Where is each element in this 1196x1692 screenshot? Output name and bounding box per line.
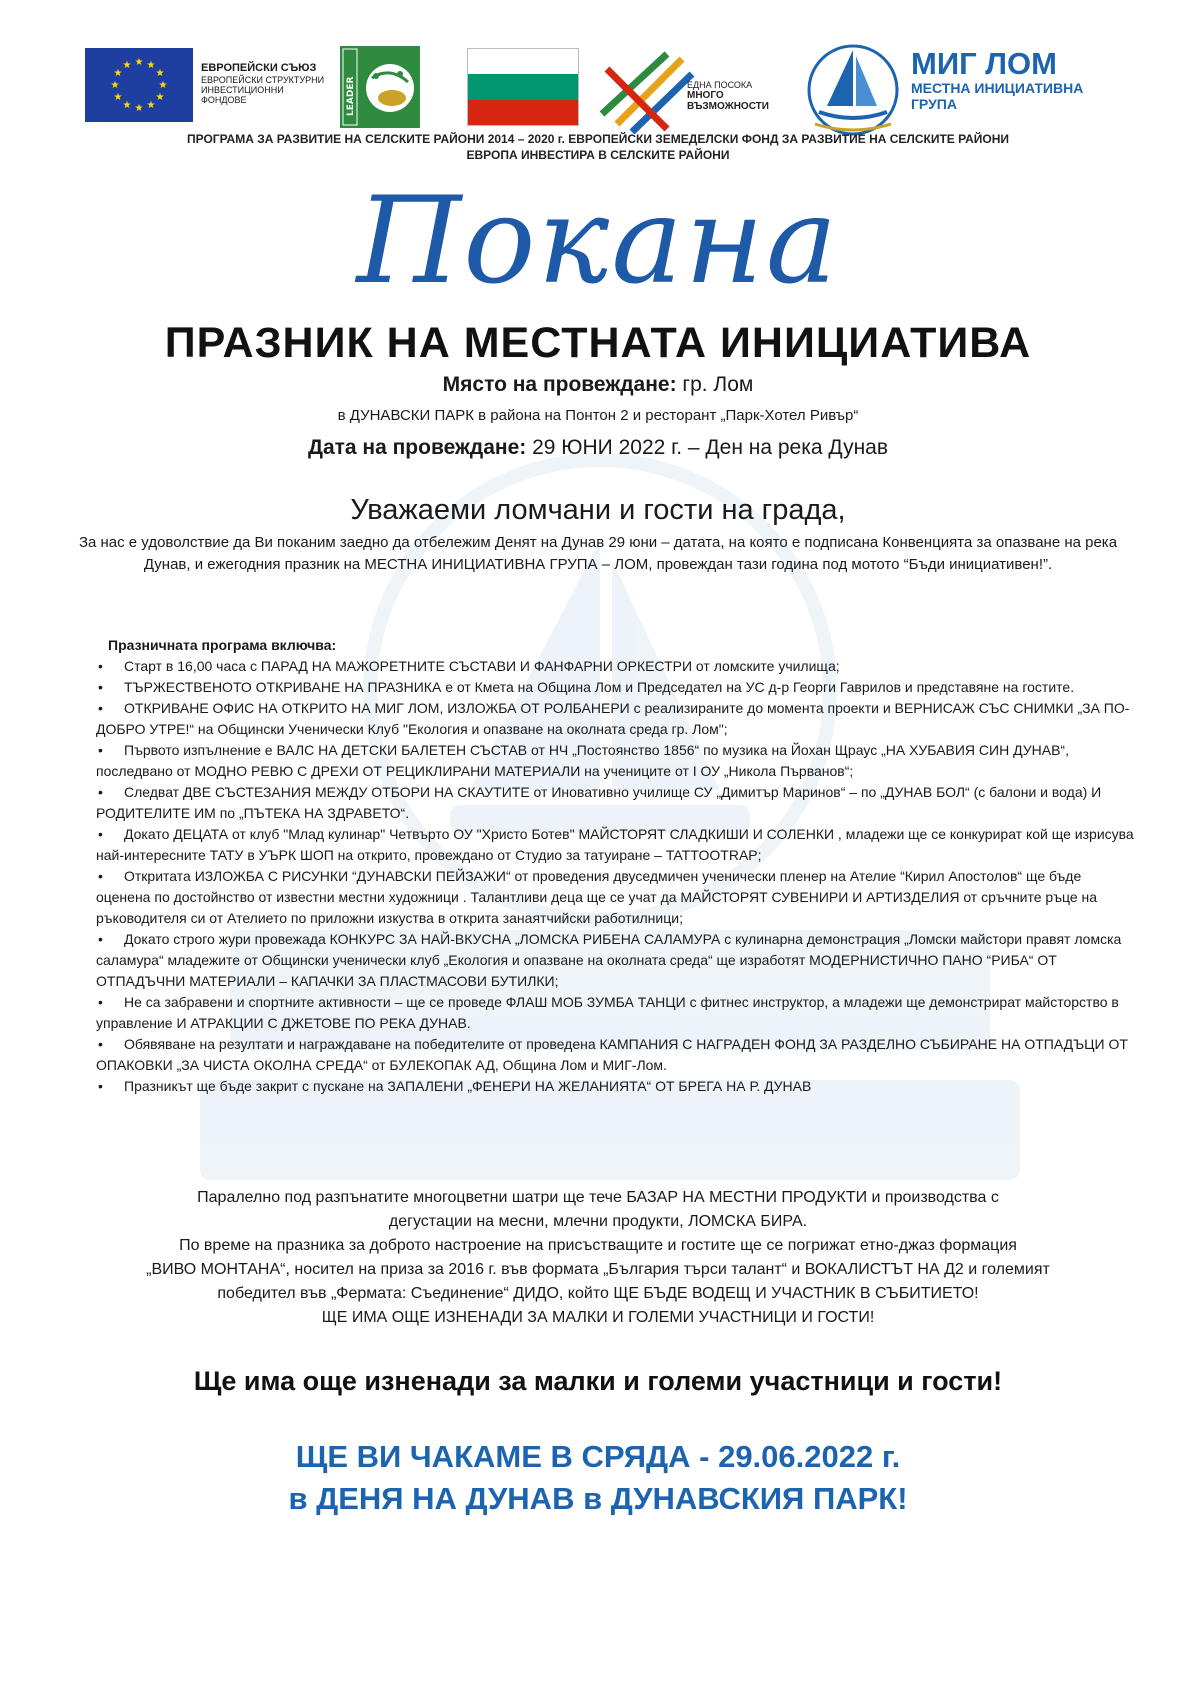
closing-line-1: ЩЕ ВИ ЧАКАМЕ В СРЯДА - 29.06.2022 г.	[295, 1439, 901, 1474]
program-banner	[60, 131, 1136, 163]
parallel-line: дегустации на месни, млечни продукти, ЛОМСКА БИРА.	[388, 1213, 808, 1230]
eu-logo-text	[201, 62, 341, 105]
program-item: • ТЪРЖЕСТВЕНОТО ОТКРИВАНЕ НА ПРАЗНИКА е от Кмета на Община Лом и Председател на УС д-р Георги Гаврилов и представяне на гостите.	[96, 677, 1136, 698]
mig-subtitle-1: МЕСТНА ИНИЦИАТИВНА	[911, 80, 1084, 96]
parallel-line: победител във „Фермата: Съединение“ ДИДО, който ЩЕ БЪДЕ ВОДЕЩ И УЧАСТНИК В СЪБИТИЕТО!	[217, 1285, 979, 1302]
svg-text:★: ★	[155, 92, 165, 103]
svg-text:★: ★	[122, 60, 132, 71]
mig-lom-subtitle	[911, 80, 1171, 112]
program-item: • Откритата ИЗЛОЖБА С РИСУНКИ “ДУНАВСКИ ПЕЙЗАЖИ“ от проведения двуседмичен ученически пленер на Ателие “Кирил Апостолов“ ще бъде оценена по достойнство от известни местни художници . Талантливи деца ще се учат да МАЙСТОРЯТ СУВЕНИРИ И АРТИЗДЕЛИЯ от сръчните ръце на ръководителя си от Ателието по приложни изкуства в открита занаятчийски работилници;	[96, 866, 1136, 929]
svg-text:★: ★	[146, 60, 156, 71]
greeting: Уважаеми ломчани и гости на града,	[350, 494, 846, 526]
program-item: • Старт в 16,00 часа с ПАРАД НА МАЖОРЕТНИТЕ СЪСТАВИ И ФАНФАРНИ ОРКЕСТРИ от ломските училища;	[96, 656, 1136, 677]
invitation-script-title: Покана	[356, 172, 840, 311]
eu-subtitle-2: ИНВЕСТИЦИОННИ	[201, 85, 284, 95]
svg-text:★: ★	[134, 57, 144, 68]
program-item: • Докато строго жури провежада КОНКУРС ЗА НАЙ-ВКУСНА „ЛОМСКА РИБЕНА САЛАМУРА с кулинарна демонстрация „Ломски майстори правят ломска саламура“ младежите от Общински ученически клуб „Екология и опазване на околната среда“ ще изработят МОДЕРНИСТИЧНО ПАНО “РИБА“ ОТ ОТПАДЪЧНИ МАТЕРИАЛИ – КАПАЧКИ ЗА ПЛАСТМАСОВИ БУТИЛКИ;	[96, 929, 1136, 992]
closing-callout	[0, 1436, 1196, 1520]
logos-row	[85, 40, 1175, 140]
parallel-line: Паралелно под разпънатите многоцветни шатри ще тече БАЗАР НА МЕСТНИ ПРОДУКТИ и производства с	[197, 1189, 999, 1206]
leader-label: LEADER	[346, 76, 356, 116]
closing-line-2: в ДЕНЯ НА ДУНАВ в ДУНАВСКИЯ ПАРК!	[288, 1481, 908, 1516]
mig-subtitle-2: ГРУПА	[911, 96, 957, 112]
leader-logo	[340, 46, 420, 128]
date-value: 29 ЮНИ 2022 г. – Ден на река Дунав	[526, 436, 888, 459]
parallel-line: „ВИВО МОНТАНА“, носител на приза за 2016 г. във формата „България търси талант“ и ВОКАЛИСТЪТ НА Д2 и големият	[146, 1261, 1050, 1278]
program-line-2: ЕВРОПА ИНВЕСТИРА В СЕЛСКИТЕ РАЙОНИ	[466, 148, 730, 162]
program-item: • Следват ДВЕ СЪСТЕЗАНИЯ МЕЖДУ ОТБОРИ НА СКАУТИТЕ от Иновативно училище СУ „Димитър Маринов“ – по „ДУНАВ БОЛ“ (с балони и вода) И РОДИТЕЛИТЕ ИМ по „ПЪТЕКА НА ЗДРАВЕТО“.	[96, 782, 1136, 824]
program-list	[96, 656, 1136, 1097]
venue-line	[0, 372, 1196, 398]
program-item: • Празникът ще бъде закрит с пускане на ЗАПАЛЕНИ „ФЕНЕРИ НА ЖЕЛАНИЯТА“ ОТ БРЕГА НА Р. ДУНАВ	[96, 1076, 1136, 1097]
bulgaria-flag-icon	[467, 48, 579, 126]
edna-posoka-text	[687, 80, 769, 112]
mig-lom-title: МИГ ЛОМ	[911, 46, 1057, 81]
eu-flag-icon	[85, 48, 193, 122]
svg-text:★: ★	[158, 80, 168, 91]
svg-text:★: ★	[122, 100, 132, 111]
svg-text:★: ★	[146, 100, 156, 111]
intro-paragraph: За нас е удоволствие да Ви поканим заедно да отбележим Денят на Дунав 29 юни – датата, на която е подписана Конвенцията за опазване на река Дунав, и ежегодния празник на МЕСТНА ИНИЦИАТИВНА ГРУПА – ЛОМ, провеждан тази година под мотото “Бъди инициативен!”.	[78, 534, 1118, 573]
date-line	[0, 434, 1196, 462]
surprise-callout: Ще има още изненади за малки и големи участници и гости!	[193, 1366, 1003, 1396]
svg-text:★: ★	[113, 92, 123, 103]
eu-subtitle-1: ЕВРОПЕЙСКИ СТРУКТУРНИ	[201, 75, 325, 85]
program-line-1: ПРОГРАМА ЗА РАЗВИТИЕ НА СЕЛСКИТЕ РАЙОНИ 2014 – 2020 г. ЕВРОПЕЙСКИ ЗЕМЕДЕЛСКИ ФОНД ЗА РАЗВИТИЕ НА СЕЛСКИТЕ РАЙОНИ	[187, 132, 1009, 146]
program-item: • Обявяване на резултати и награждаване на победителите от проведена КАМПАНИЯ С НАГРАДЕН ФОНД ЗА РАЗДЕЛНО СЪБИРАНЕ НА ОТПАДЪЦИ ОТ ОПАКОВКИ „ЗА ЧИСТА ОКОЛНА СРЕДА“ от БУЛЕКОПАК АД, Община Лом и МИГ-Лом.	[96, 1034, 1136, 1076]
program-item: • Докато ДЕЦАТА от клуб "Млад кулинар" Четвърто ОУ "Христо Ботев" МАЙСТОРЯТ СЛАДКИШИ И СОЛЕНКИ , младежи ще се конкурират кой ще изрисува най-интересните ТАТУ в УЪРК ШОП на открито, провеждано от Студио за татуиране – TATTOOTRAP;	[96, 824, 1136, 866]
eu-subtitle-3: ФОНДОВЕ	[201, 95, 247, 105]
date-label: Дата на провеждане:	[307, 436, 527, 459]
program-item: • Първото изпълнение е ВАЛС НА ДЕТСКИ БАЛЕТЕН СЪСТАВ от НЧ „Постоянство 1856“ по музика на Йохан Щраус „НА ХУБАВИЯ СИН ДУНАВ“, последвано от МОДНО РЕВЮ С ДРЕХИ ОТ РЕЦИКЛИРАНИ МАТЕРИАЛИ на учениците от I ОУ „Никола Първанов“;	[96, 740, 1136, 782]
program-item: • ОТКРИВАНЕ ОФИС НА ОТКРИТО НА МИГ ЛОМ, ИЗЛОЖБА ОТ РОЛБАНЕРИ с реализираните до момента проекти и ВЕРНИСАЖ СЪС СНИМКИ „ЗА ПО-ДОБРО УТРЕ!“ на Общински Ученически Клуб "Екология и опазване на околната среда гр. Лом";	[96, 698, 1136, 740]
parallel-line: ЩЕ ИМА ОЩЕ ИЗНЕНАДИ ЗА МАЛКИ И ГОЛЕМИ УЧАСТНИЦИ И ГОСТИ!	[321, 1309, 875, 1326]
edna-posoka-line2: МНОГО	[687, 90, 724, 101]
eu-title: ЕВРОПЕЙСКИ СЪЮЗ	[201, 62, 317, 74]
program-heading: Празничната програма включва:	[108, 637, 337, 653]
svg-text:★: ★	[134, 103, 144, 114]
svg-text:★: ★	[110, 80, 120, 91]
venue-label: Място на провеждане:	[442, 373, 677, 396]
page-title: ПРАЗНИК НА МЕСТНАТА ИНИЦИАТИВА	[164, 319, 1032, 367]
venue-value: гр. Лом	[676, 373, 754, 396]
edna-posoka-line3: ВЪЗМОЖНОСТИ	[687, 101, 769, 112]
svg-text:★: ★	[155, 68, 165, 79]
parallel-events-paragraph	[60, 1186, 1136, 1330]
venue-detail: в ДУНАВСКИ ПАРК в района на Понтон 2 и ресторант „Парк-Хотел Ривър“	[337, 407, 859, 424]
parallel-line: По време на празника за доброто настроение на присъстващите и гостите ще се погрижат етно-джаз формация	[179, 1237, 1017, 1254]
edna-posoka-line1: ЕДНА ПОСОКА	[687, 80, 753, 90]
svg-text:★: ★	[113, 68, 123, 79]
program-item: • Не са забравени и спортните активности – ще се проведе ФЛАШ МОБ ЗУМБА ТАНЦИ с фитнес инструктор, а младежи ще демонстрират майсторство в управление И АТРАКЦИИ С ДЖЕТОВЕ ПО РЕКА ДУНАВ.	[96, 992, 1136, 1034]
